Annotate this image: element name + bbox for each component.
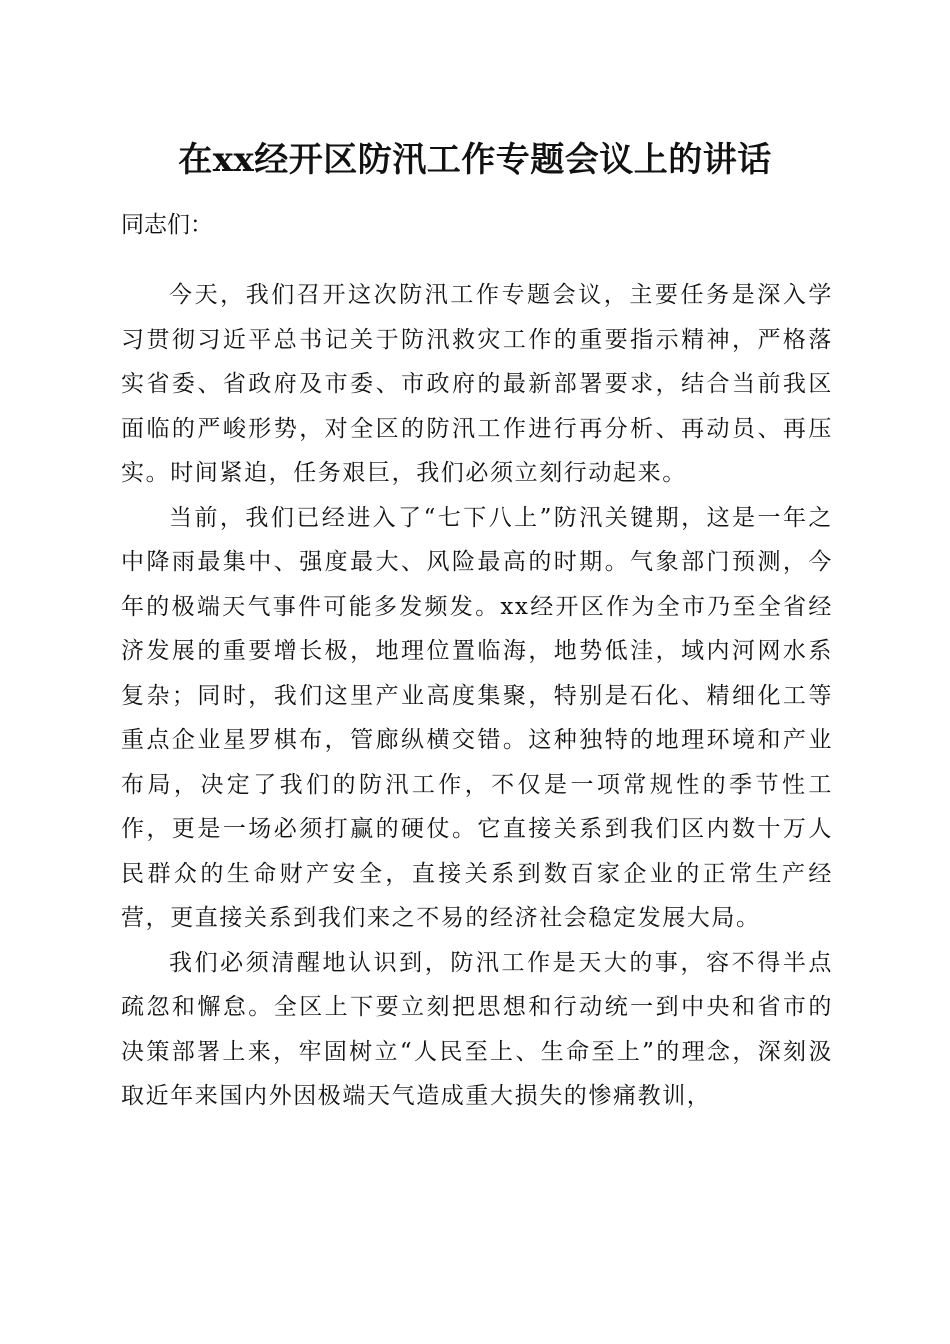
paragraph-3: 我们必须清醒地认识到，防汛工作是天大的事，容不得半点疏忽和懈怠。全区上下要立刻把思想和行动统一到中央和省市的决策部署上来，牢固树立“人民至上、生命至上”的理念，深刻汲取近年来国内外因极端天气造成重大损失的惨痛教训， — [121, 949, 833, 1109]
document-title: 在xx经开区防汛工作专题会议上的讲话 — [178, 140, 772, 180]
document-body — [121, 273, 833, 1119]
paragraph-1: 今天，我们召开这次防汛工作专题会议，主要任务是深入学习贯彻习近平总书记关于防汛救灾工作的重要指示精神，严格落实省委、省政府及市委、市政府的最新部署要求，结合当前我区面临的严峻形势，对全区的防汛工作进行再分析、再动员、再压实。时间紧迫，任务艰巨，我们必须立刻行动起来。 — [121, 282, 833, 486]
paragraph-2: 当前，我们已经进入了“七下八上”防汛关键期，这是一年之中降雨最集中、强度最大、风险最高的时期。气象部门预测，今年的极端天气事件可能多发频发。xx经开区作为全市乃至全省经济发展的重要增长极，地理位置临海，地势低洼，域内河网水系复杂；同时，我们这里产业高度集聚，特别是石化、精细化工等重点企业星罗棋布，管廊纵横交错。这种独特的地理环境和产业布局，决定了我们的防汛工作，不仅是一项常规性的季节性工作，更是一场必须打赢的硬仗。它直接关系到我们区内数十万人民群众的生命财产安全，直接关系到数百家企业的正常生产经营，更直接关系到我们来之不易的经济社会稳定发展大局。 — [121, 504, 833, 931]
salutation: 同志们： — [121, 212, 213, 238]
